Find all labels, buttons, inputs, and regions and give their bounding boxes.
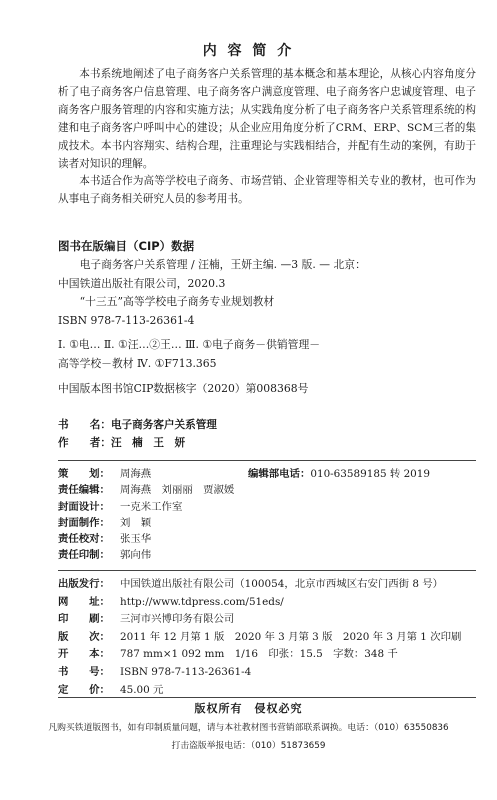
book-author-label: 作 者： [58, 437, 111, 449]
format-row [58, 646, 478, 664]
cover-design: 一克米工作室 [120, 500, 183, 513]
credits-block [58, 466, 478, 564]
planner-label: 策 划： [58, 468, 110, 480]
divider [58, 460, 476, 461]
cover-design-label: 封面设计： [58, 500, 110, 513]
cip-heading: 图书在版编目（CIP）数据 [58, 239, 195, 253]
printing-supervisor-label: 责任印制： [58, 549, 110, 562]
rights-notice: 版权所有 侵权必究 [194, 702, 303, 715]
cip-line: 中国铁道出版社有限公司，2020.3 [58, 276, 226, 290]
intro-paragraph: 本书适合作为高等学校电子商务、市场营销、企业管理等相关专业的教材，也可作为从事电子商务相关研究人员的参考用书。 [58, 175, 476, 206]
price-label: 定 价： [58, 683, 110, 696]
publisher-label: 出版发行： [58, 578, 110, 590]
isbn-row [58, 664, 478, 682]
divider [58, 570, 476, 571]
cip-block [58, 256, 366, 398]
book-title-row [58, 417, 217, 432]
publisher-row [58, 576, 478, 594]
editors-label: 责任编辑： [58, 484, 110, 497]
cip-line: 高等学校－教材 Ⅳ. ①F713.365 [58, 356, 217, 370]
publication-block [58, 576, 478, 699]
website: http://www.tdpress.com/51eds/ [120, 595, 284, 608]
edition-label: 版 次： [58, 630, 110, 643]
printing-supervisor: 郭向伟 [120, 549, 152, 562]
isbn-label: 书 号： [58, 665, 110, 678]
printer-label: 印 刷： [58, 613, 110, 626]
quality-notice: 凡购买铁道版图书，如有印制质量问题，请与本社教材图书营销部联系调换。电话：（010）63550836 [48, 723, 449, 733]
credits-row-cover-design [58, 499, 478, 515]
proofreader: 张玉华 [120, 533, 152, 546]
cip-line: “十三五”高等学校电子商务专业规划教材 [79, 295, 275, 309]
cip-line: ISBN 978-7-113-26361-4 [58, 313, 195, 327]
format: 787 mm×1 092 mm 1/16 印张：15.5 字数：348 千 [120, 648, 398, 661]
intro-title: 内 容 简 介 [202, 43, 295, 59]
editor-phone-label: 编辑部电话： [248, 468, 311, 480]
edition-row [58, 629, 478, 647]
credits-row-planner [58, 466, 478, 482]
cover-production-label: 封面制作： [58, 516, 110, 529]
cover-production: 刘 颖 [120, 516, 152, 529]
website-label: 网 址： [58, 595, 110, 608]
credits-row-editors [58, 482, 478, 498]
divider [58, 697, 476, 698]
credits-row-printing-supervisor [58, 547, 478, 563]
website-row [58, 594, 478, 612]
planner: 周海燕 [120, 468, 152, 480]
proofreader-label: 责任校对： [58, 533, 110, 546]
intro-body [58, 66, 476, 209]
isbn: ISBN 978-7-113-26361-4 [120, 665, 252, 678]
intro-paragraph: 本书系统地阐述了电子商务客户关系管理的基本概念和基本理论，从核心内容角度分析了电子商务客户信息管理、电子商务客户满意度管理、电子商务客户忠诚度管理、电子商务客户服务管理的内容和实施方法；从实践角度分析了电子商务客户关系管理系统的构建和电子商务客户呼叫中心的建设；从企业应用角度分析了CRM、ERP、SCM三者的集成技术。本书内容翔实、结构合理，注重理论与实践相结合，并配有生动的案例，有助于读者对知识的理解。 [58, 68, 476, 170]
credits-row-cover-production [58, 515, 478, 531]
cip-line: Ⅰ. ①电… Ⅱ. ①汪…②王… Ⅲ. ①电子商务－供销管理－ [58, 338, 321, 352]
credits-row-proofreader [58, 531, 478, 547]
edition: 2011 年 12 月第 1 版 2020 年 3 月第 3 版 2020 年 3 月第 1 次印刷 [120, 630, 462, 643]
printer-row [58, 611, 478, 629]
book-author: 汪 楠 王 妍 [110, 437, 186, 449]
book-title: 电子商务客户关系管理 [110, 419, 217, 431]
publisher: 中国铁道出版社有限公司（100054，北京市西城区右安门西街 8 号） [120, 578, 444, 590]
price: 45.00 元 [120, 683, 164, 696]
format-label: 开 本： [58, 648, 110, 661]
cip-line: 电子商务客户关系管理 / 汪楠，王妍主编. —3 版. — 北京： [79, 258, 366, 271]
book-author-row [58, 435, 185, 450]
editor-phone: 010-63589185 转 2019 [310, 468, 431, 480]
cip-line: 中国版本图书馆CIP数据核字（2020）第008368号 [58, 381, 309, 395]
editors: 周海燕 刘丽丽 贾淑媛 [120, 484, 235, 497]
piracy-hotline: 打击盗版举报电话：（010）51873659 [171, 741, 326, 751]
printer: 三河市兴博印务有限公司 [120, 613, 235, 626]
book-title-label: 书 名： [58, 419, 111, 431]
